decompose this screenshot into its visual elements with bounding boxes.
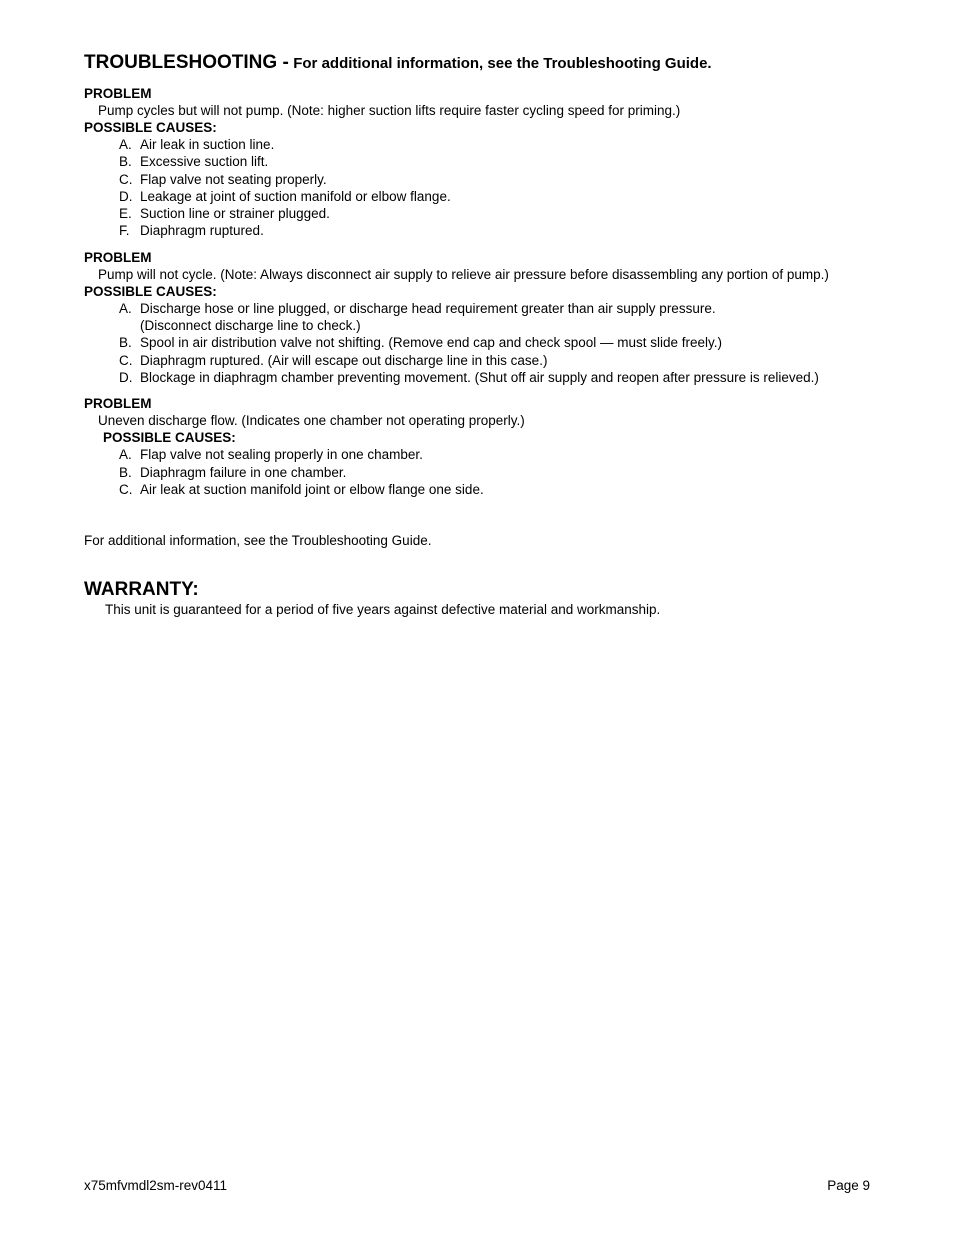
problem-text: Pump cycles but will not pump. (Note: higher suction lifts require faster cycling speed for priming.) — [98, 103, 681, 118]
cause-text: Flap valve not seating properly. — [140, 171, 327, 187]
cause-letter: A. — [119, 300, 132, 316]
causes-list — [84, 446, 884, 498]
cause-item — [119, 369, 884, 386]
additional-info-note: For additional information, see the Troubleshooting Guide. — [84, 533, 432, 549]
cause-letter: A. — [119, 137, 132, 152]
troubleshooting-heading — [84, 51, 884, 76]
cause-text: Diaphragm ruptured. (Air will escape out discharge line in this case.) — [140, 352, 548, 368]
cause-item — [119, 171, 884, 188]
cause-letter: D. — [119, 369, 133, 385]
cause-text: Diaphragm ruptured. — [140, 223, 264, 239]
problem-section-3 — [84, 395, 884, 498]
problem-label: PROBLEM — [84, 396, 152, 412]
cause-text: Blockage in diaphragm chamber preventing movement. (Shut off air supply and reopen after pressure is relieved.) — [140, 369, 819, 385]
warranty-section — [84, 579, 884, 618]
cause-item — [119, 153, 884, 170]
causes-label: POSSIBLE CAUSES: — [84, 120, 217, 135]
cause-letter: B. — [119, 464, 132, 480]
heading-subtitle: For additional information, see the Troubleshooting Guide. — [293, 55, 712, 72]
cause-item — [119, 205, 884, 222]
cause-text: Spool in air distribution valve not shifting. (Remove end cap and check spool — must slide freely.) — [140, 335, 723, 351]
cause-item — [119, 300, 884, 335]
cause-letter: C. — [119, 352, 133, 368]
cause-letter: D. — [119, 188, 133, 204]
footer-doc-id: x75mfvmdl2sm-rev0411 — [84, 1178, 228, 1193]
cause-text: Air leak in suction line. — [140, 137, 275, 152]
cause-letter: C. — [119, 171, 133, 187]
cause-item — [119, 334, 884, 351]
cause-letter: B. — [119, 335, 132, 351]
causes-list — [84, 136, 884, 240]
cause-text: Suction line or strainer plugged. — [140, 206, 330, 222]
cause-text: Air leak at suction manifold joint or elbow flange one side. — [140, 481, 484, 497]
problem-section-2 — [84, 249, 884, 386]
problem-text: Uneven discharge flow. (Indicates one chamber not operating properly.) — [98, 413, 525, 429]
cause-item — [119, 188, 884, 205]
cause-text: Excessive suction lift. — [140, 154, 269, 170]
cause-text: Leakage at joint of suction manifold or elbow flange. — [140, 188, 451, 204]
cause-item — [119, 446, 884, 463]
warranty-text: This unit is guaranteed for a period of five years against defective material and workmanship. — [105, 602, 661, 618]
cause-letter: A. — [119, 447, 132, 463]
problem-text: Pump will not cycle. (Note: Always disconnect air supply to relieve air pressure before disassembling any portion of pump.) — [98, 266, 829, 282]
causes-label: POSSIBLE CAUSES: — [103, 430, 236, 446]
causes-label: POSSIBLE CAUSES: — [84, 283, 217, 299]
cause-text: Flap valve not sealing properly in one chamber. — [140, 447, 423, 463]
cause-item — [119, 136, 884, 153]
document-page — [84, 51, 884, 618]
cause-continuation: (Disconnect discharge line to check.) — [140, 318, 361, 334]
problem-section-1 — [84, 85, 884, 240]
cause-text: Diaphragm failure in one chamber. — [140, 464, 347, 480]
cause-item — [119, 464, 884, 481]
cause-letter: F. — [119, 223, 130, 239]
cause-item — [119, 222, 884, 239]
problem-label: PROBLEM — [84, 86, 152, 101]
heading-title: TROUBLESHOOTING - — [84, 52, 289, 73]
cause-item — [119, 481, 884, 498]
cause-letter: E. — [119, 206, 132, 222]
footer-page-number: Page 9 — [827, 1178, 870, 1193]
cause-item — [119, 352, 884, 369]
cause-letter: C. — [119, 481, 133, 497]
problem-label: PROBLEM — [84, 249, 152, 265]
cause-text: Discharge hose or line plugged, or discharge head requirement greater than air supply pressure. — [140, 300, 716, 316]
causes-list — [84, 300, 884, 386]
cause-letter: B. — [119, 154, 132, 170]
warranty-title: WARRANTY: — [84, 579, 199, 601]
